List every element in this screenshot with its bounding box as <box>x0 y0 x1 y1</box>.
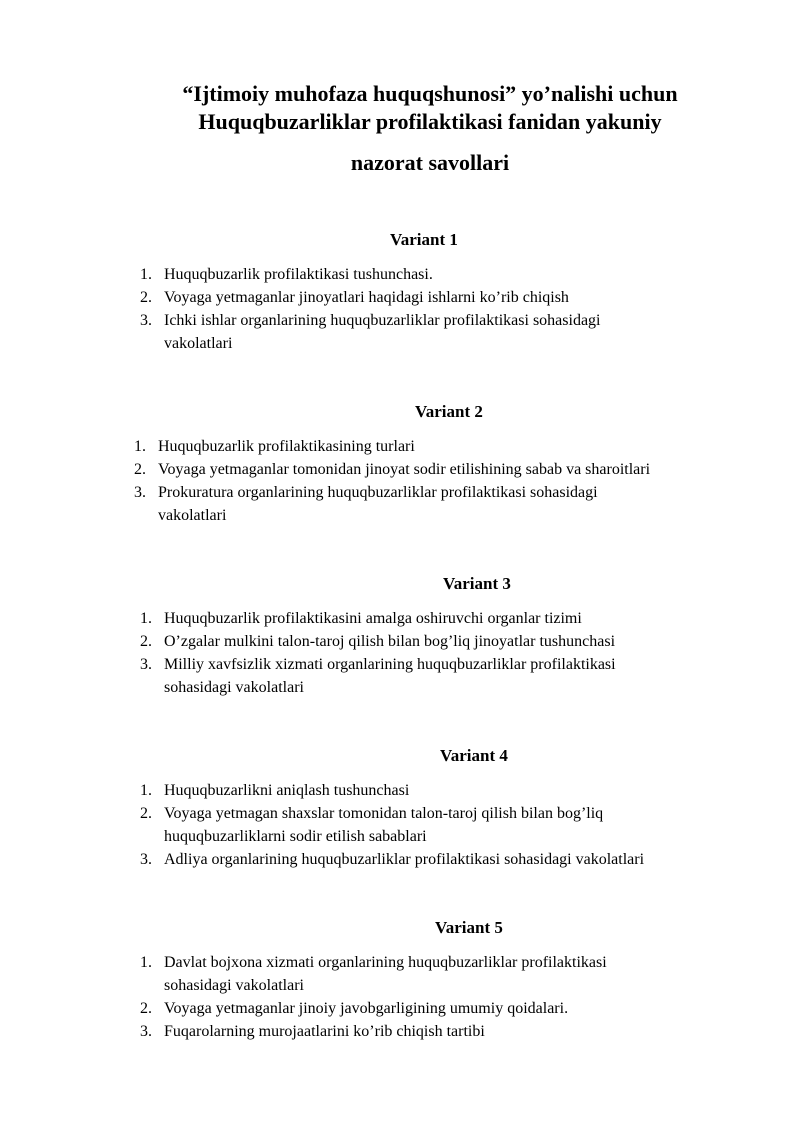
question-text: Voyaga yetmaganlar tomonidan jinoyat sodir etilishining sabab va sharoitlari <box>158 461 651 478</box>
question-text: Voyaga yetmagan shaxslar tomonidan talon-taroj qilish bilan bog’liq <box>164 805 604 822</box>
question-text: Milliy xavfsizlik xizmati organlarining huquqbuzarliklar profilaktikasi <box>164 656 616 673</box>
question-number: 1. <box>140 610 152 627</box>
question-text: Ichki ishlar organlarining huquqbuzarliklar profilaktikasi sohasidagi <box>164 312 601 329</box>
question-number: 3. <box>140 851 152 868</box>
document-title-line-3: nazorat savollari <box>350 150 510 175</box>
question-text: Voyaga yetmaganlar jinoyatlari haqidagi ishlarni ko’rib chiqish <box>164 289 569 306</box>
question-number: 3. <box>140 312 152 329</box>
question-number: 2. <box>140 1000 152 1017</box>
variant-5-question-list <box>140 951 607 1043</box>
question-item <box>140 309 600 355</box>
question-text-continuation: vakolatlari <box>164 335 233 352</box>
variant-3-question-list <box>140 607 616 699</box>
question-text-continuation: huquqbuzarliklarni sodir etilish sabablari <box>164 828 427 845</box>
question-text: Voyaga yetmaganlar jinoiy javobgarligining umumiy qoidalari. <box>164 1000 569 1017</box>
question-number: 1. <box>140 954 152 971</box>
question-text: Prokuratura organlarining huquqbuzarliklar profilaktikasi sohasidagi <box>158 484 598 501</box>
question-item <box>140 1020 607 1043</box>
document-title-line-1: “Ijtimoiy muhofaza huquqshunosi” yo’nalishi uchun <box>182 81 678 106</box>
question-item <box>140 653 616 699</box>
question-text: Huquqbuzarlik profilaktikasining turlari <box>158 438 415 455</box>
question-text: O’zgalar mulkini talon-taroj qilish bilan bog’liq jinoyatlar tushunchasi <box>164 633 616 650</box>
question-number: 2. <box>140 289 152 306</box>
question-text: Huquqbuzarlik profilaktikasi tushunchasi. <box>164 266 433 283</box>
question-number: 3. <box>134 484 146 501</box>
question-text-continuation: sohasidagi vakolatlari <box>164 679 304 696</box>
question-item <box>140 802 644 848</box>
question-number: 3. <box>140 656 152 673</box>
question-text-continuation: sohasidagi vakolatlari <box>164 977 304 994</box>
question-item <box>134 458 650 481</box>
question-number: 3. <box>140 1023 152 1040</box>
question-number: 1. <box>140 266 152 283</box>
question-item <box>140 951 607 997</box>
question-text: Huquqbuzarlikni aniqlash tushunchasi <box>164 782 410 799</box>
question-number: 2. <box>140 805 152 822</box>
question-number: 2. <box>140 633 152 650</box>
question-text: Adliya organlarining huquqbuzarliklar profilaktikasi sohasidagi vakolatlari <box>164 851 645 868</box>
question-text: Fuqarolarning murojaatlarini ko’rib chiqish tartibi <box>164 1023 485 1040</box>
variant-4-title: Variant 4 <box>440 746 508 765</box>
variant-2-title: Variant 2 <box>415 402 483 421</box>
question-item <box>140 848 644 871</box>
question-text-continuation: vakolatlari <box>158 507 227 524</box>
question-item <box>140 997 607 1020</box>
question-item <box>134 435 650 458</box>
variant-1-question-list <box>140 263 600 355</box>
question-item <box>134 481 650 527</box>
variant-2-question-list <box>134 435 650 527</box>
question-item <box>140 286 600 309</box>
question-number: 1. <box>134 438 146 455</box>
question-item <box>140 263 600 286</box>
question-item <box>140 630 616 653</box>
question-number: 2. <box>134 461 146 478</box>
variant-4-question-list <box>140 779 644 871</box>
document-title-line-2: Huquqbuzarliklar profilaktikasi fanidan yakuniy <box>198 109 662 134</box>
question-text: Huquqbuzarlik profilaktikasini amalga oshiruvchi organlar tizimi <box>164 610 582 627</box>
variant-5-title: Variant 5 <box>435 918 503 937</box>
question-item <box>140 607 616 630</box>
variant-3-title: Variant 3 <box>443 574 511 593</box>
variant-1-title: Variant 1 <box>390 230 458 249</box>
question-item <box>140 779 644 802</box>
question-text: Davlat bojxona xizmati organlarining huquqbuzarliklar profilaktikasi <box>164 954 607 971</box>
question-number: 1. <box>140 782 152 799</box>
